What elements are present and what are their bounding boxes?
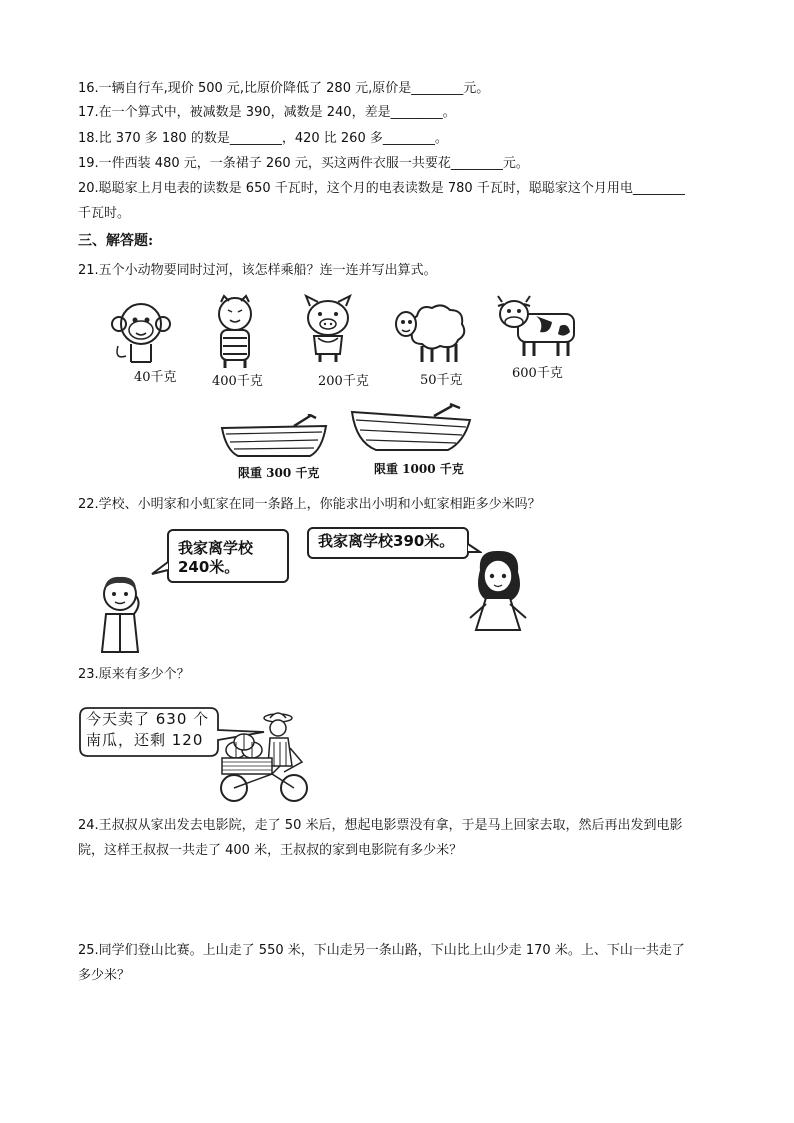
small-boat-icon: [218, 414, 330, 460]
tiger-weight: 400千克: [212, 374, 263, 389]
small-boat-limit: 限重 300 千克: [238, 466, 320, 480]
pumpkin-speech-line2: 南瓜，还剩 120: [86, 731, 204, 749]
monkey-icon: [106, 296, 176, 366]
question-19: 19.一件西装 480 元，一条裙子 260 元，买这两件衣服一共要花________元。: [78, 156, 529, 171]
question-22: 22.学校、小明家和小虹家在同一条路上，你能求出小明和小虹家相距多少米吗？: [78, 497, 541, 512]
question-24-line1: 24.王叔叔从家出发去电影院，走了 50 米后，想起电影票没有拿，于是马上回家去取，然后再出发到电影: [78, 818, 683, 833]
pumpkin-speech-line1: 今天卖了 630 个: [86, 710, 210, 728]
sheep-icon: [392, 300, 472, 364]
question-24-line2: 院，这样王叔叔一共走了 400 米，王叔叔的家到电影院有多少米？: [78, 843, 463, 858]
question-21: 21.五个小动物要同时过河，该怎样乘船？连一连并写出算式。: [78, 263, 437, 278]
pig-weight: 200千克: [318, 374, 369, 389]
boy-speech-line2: 240米。: [178, 558, 240, 576]
animals-figure: [100, 292, 700, 392]
large-boat-limit: 限重 1000 千克: [374, 462, 464, 476]
monkey-weight: 40千克: [134, 370, 177, 385]
question-17: 17.在一个算式中，被减数是 390，减数是 240，差是________。: [78, 105, 456, 120]
question-16: 16.一辆自行车,现价 500 元,比原价降低了 280 元,原价是________元。: [78, 81, 490, 96]
pumpkin-vendor-icon: [214, 708, 314, 804]
question-25-line2: 多少米？: [78, 968, 131, 983]
boy-icon: [96, 574, 148, 654]
large-boat-icon: [348, 402, 474, 454]
question-20: 20.聪聪家上月电表的读数是 650 千瓦时，这个月的电表读数是 780 千瓦时，聪聪家这个月用电________: [78, 181, 685, 196]
tiger-icon: [208, 292, 263, 370]
girl-speech: 我家离学校390米。: [318, 532, 455, 550]
boy-speech-line1: 我家离学校: [178, 539, 254, 557]
sheep-weight: 50千克: [420, 373, 463, 388]
cow-icon: [496, 292, 580, 358]
girl-icon: [466, 548, 532, 634]
section-heading: 三、解答题:: [78, 233, 154, 249]
question-20-cont: 千瓦时。: [78, 206, 131, 221]
question-23: 23.原来有多少个？: [78, 667, 190, 682]
question-18: 18.比 370 多 180 的数是________，420 比 260 多________。: [78, 131, 448, 146]
question-25-line1: 25.同学们登山比赛。上山走了 550 米，下山走另一条山路，下山比上山少走 170 米。上、下山一共走了: [78, 943, 685, 958]
cow-weight: 600千克: [512, 366, 563, 381]
pig-icon: [298, 294, 358, 364]
